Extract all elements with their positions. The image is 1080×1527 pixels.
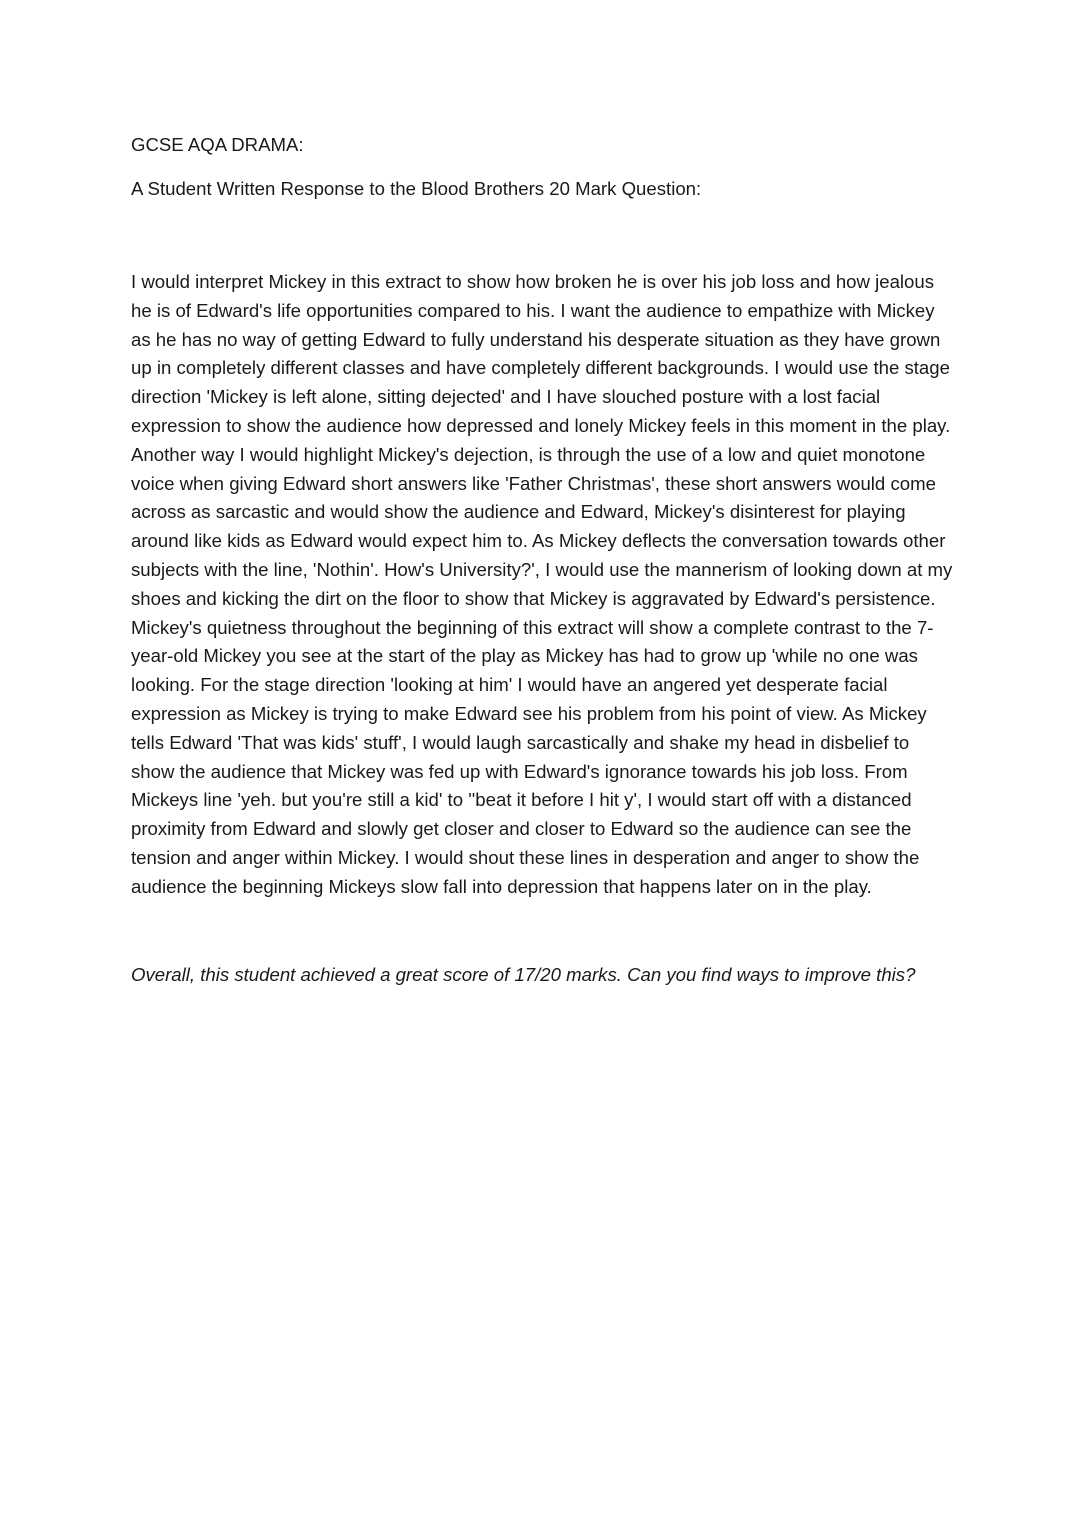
document-subtitle: A Student Written Response to the Blood Brothers 20 Mark Question: [131,178,702,199]
student-response-paragraph: I would interpret Mickey in this extract to show how broken he is over his job loss and how jealous he is of Edward's life opportunities compared to his. I want the audience to empathize with Mickey as he has no way of getting Edward to fully understand his desperate situation as they have grown up in completely different classes and have completely different backgrounds. I would use the stage direction 'Mickey is left alone, sitting dejected' and I have slouched posture with a lost facial expression to show the audience how depressed and lonely Mickey feels in this moment in the play. Another way I would highlight Mickey's dejection, is through the use of a low and quiet monotone voice when giving Edward short answers like 'Father Christmas', these short answers would come across as sarcastic and would show the audience and Edward, Mickey's disinterest for playing around like kids as Edward would expect him to. As Mickey deflects the conversation towards other subjects with the line, 'Nothin'. How's University?', I would use the mannerism of looking down at my shoes and kicking the dirt on the floor to show that Mickey is aggravated by Edward's persistence. Mickey's quietness throughout the beginning of this extract will show a complete contrast to the 7-year-old Mickey you see at the start of the play as Mickey has had to grow up 'while no one was looking. For the stage direction 'looking at him' I would have an angered yet desperate facial expression as Mickey is trying to make Edward see his problem from his point of view. As Mickey tells Edward 'That was kids' stuff', I would laugh sarcastically and shake my head in disbelief to show the audience that Mickey was fed up with Edward's ignorance towards his job loss. From Mickeys line 'yeh. but you're still a kid' to ''beat it before I hit y', I would start off with a distanced proximity from Edward and slowly get closer and closer to Edward so the audience can see the tension and anger within Mickey. I would shout these lines in desperation and anger to show the audience the beginning Mickeys slow fall into depression that happens later on in the play. [131,271,953,897]
document-body [131,131,953,989]
closing-note: Overall, this student achieved a great score of 17/20 marks. Can you find ways to improve this? [131,963,916,985]
document-title: GCSE AQA DRAMA: [131,134,304,155]
